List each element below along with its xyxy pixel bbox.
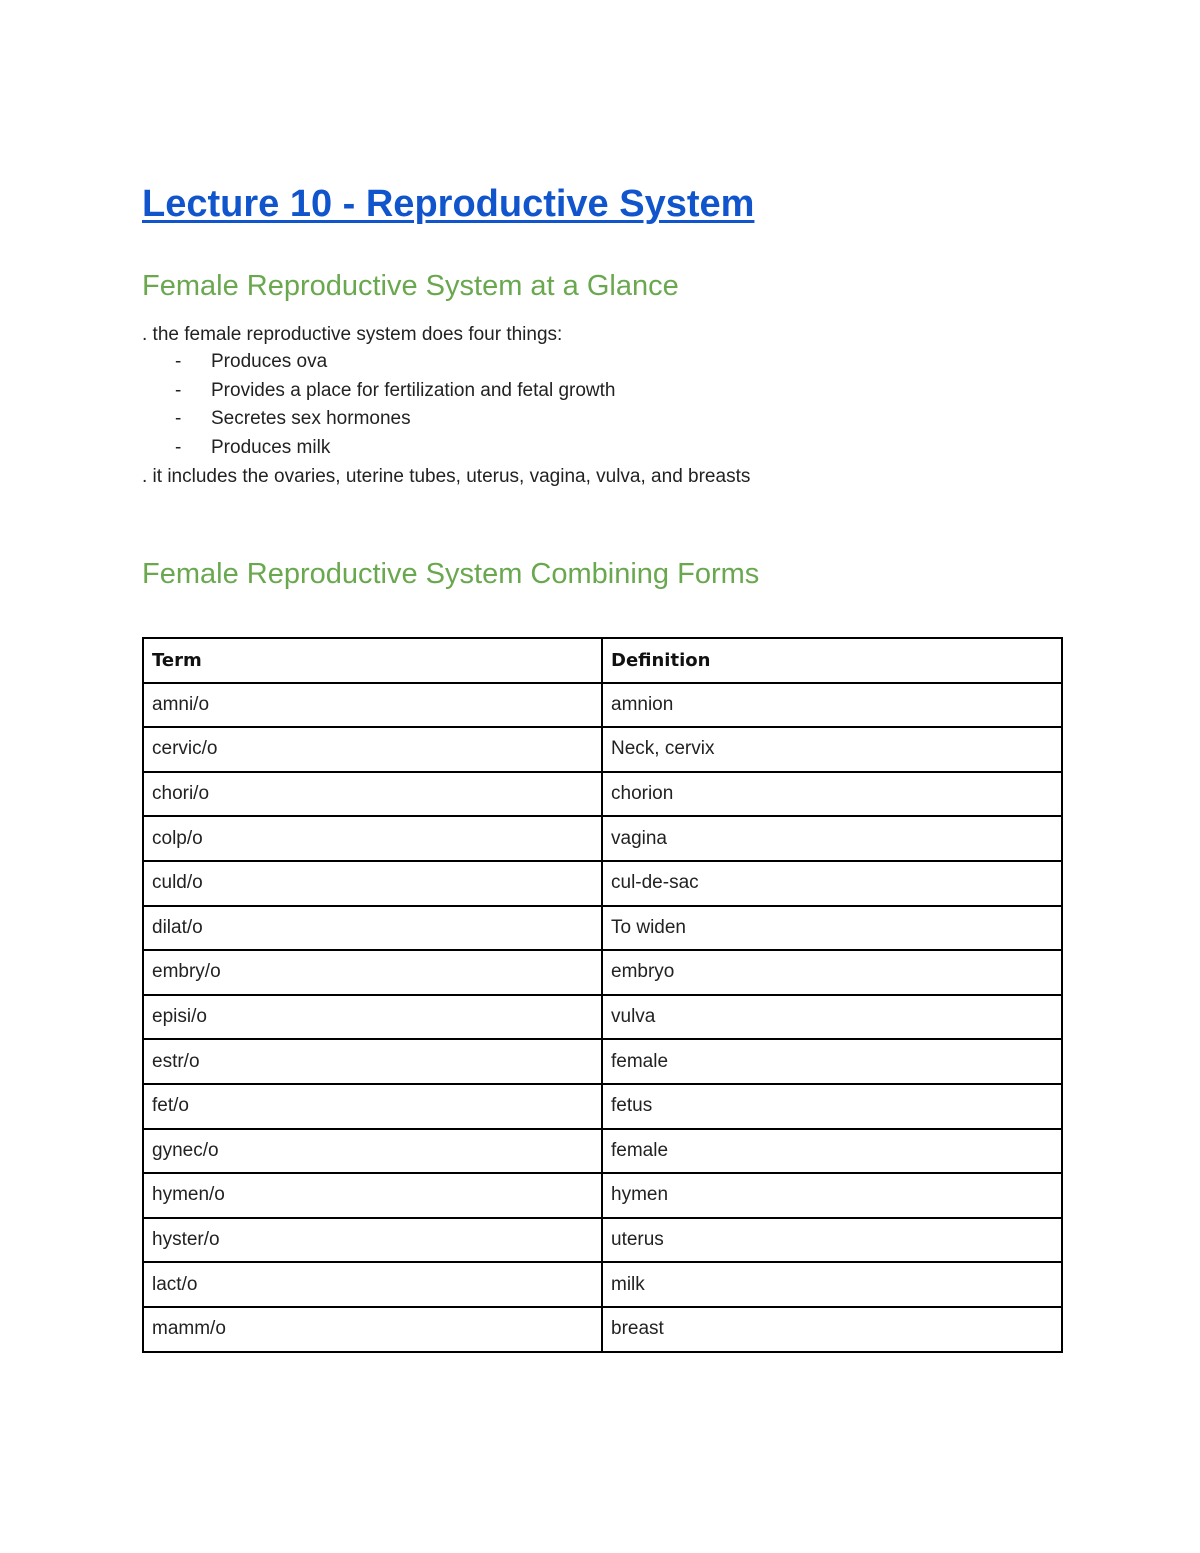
section-heading-combining-forms: Female Reproductive System Combining Forms — [142, 558, 760, 590]
term-cell: mamm/o — [143, 1307, 602, 1352]
definition-cell: embryo — [602, 950, 1062, 995]
term-cell: dilat/o — [143, 906, 602, 951]
dash-bullet-icon: - — [175, 408, 182, 429]
table-row — [143, 1262, 1062, 1307]
table-row — [143, 727, 1062, 772]
term-cell: estr/o — [143, 1039, 602, 1084]
table-row — [143, 1173, 1062, 1218]
term-cell: episi/o — [143, 995, 602, 1040]
term-cell: amni/o — [143, 683, 602, 728]
definition-cell: fetus — [602, 1084, 1062, 1129]
table-row — [143, 1307, 1062, 1352]
definition-cell: cul-de-sac — [602, 861, 1062, 906]
outro-paragraph: . it includes the ovaries, uterine tubes, uterus, vagina, vulva, and breasts — [142, 466, 751, 487]
table-body — [143, 683, 1062, 1352]
table-row — [143, 861, 1062, 906]
table-row — [143, 1129, 1062, 1174]
definition-cell: To widen — [602, 906, 1062, 951]
term-cell: embry/o — [143, 950, 602, 995]
table-row — [143, 1084, 1062, 1129]
document-title[interactable]: Lecture 10 - Reproductive System — [142, 183, 755, 225]
table-row — [143, 995, 1062, 1040]
table-row — [143, 816, 1062, 861]
term-cell: hymen/o — [143, 1173, 602, 1218]
dash-bullet-icon: - — [175, 436, 182, 458]
column-header-term: Term — [143, 638, 602, 683]
definition-cell: female — [602, 1129, 1062, 1174]
term-cell: lact/o — [143, 1262, 602, 1307]
term-cell: colp/o — [143, 816, 602, 861]
term-cell: chori/o — [143, 772, 602, 817]
table-row — [143, 1039, 1062, 1084]
table-row — [143, 683, 1062, 728]
list-item-text: Provides a place for fertilization and fetal growth — [211, 379, 616, 401]
table-row — [143, 950, 1062, 995]
list-item-text: Produces milk — [211, 436, 331, 458]
term-cell: cervic/o — [143, 727, 602, 772]
dash-bullet-icon: - — [175, 379, 182, 401]
definition-cell: hymen — [602, 1173, 1062, 1218]
table-row — [143, 906, 1062, 951]
definition-cell: vulva — [602, 995, 1062, 1040]
section-heading-at-a-glance: Female Reproductive System at a Glance — [142, 270, 679, 302]
term-cell: gynec/o — [143, 1129, 602, 1174]
column-header-definition: Definition — [602, 638, 1062, 683]
table-row — [143, 772, 1062, 817]
definition-cell: Neck, cervix — [602, 727, 1062, 772]
term-cell: culd/o — [143, 861, 602, 906]
definition-cell: female — [602, 1039, 1062, 1084]
definition-cell: chorion — [602, 772, 1062, 817]
list-item-text: Secretes sex hormones — [211, 408, 411, 429]
definition-cell: uterus — [602, 1218, 1062, 1263]
list-item-text: Produces ova — [211, 351, 328, 372]
definition-cell: milk — [602, 1262, 1062, 1307]
table-row — [143, 1218, 1062, 1263]
definition-cell: vagina — [602, 816, 1062, 861]
dash-bullet-icon: - — [175, 351, 182, 372]
intro-paragraph: . the female reproductive system does four things: — [142, 324, 563, 345]
term-cell: hyster/o — [143, 1218, 602, 1263]
definition-cell: amnion — [602, 683, 1062, 728]
term-cell: fet/o — [143, 1084, 602, 1129]
definition-cell: breast — [602, 1307, 1062, 1352]
table-header-row — [143, 638, 1062, 683]
combining-forms-table — [142, 637, 1063, 1353]
